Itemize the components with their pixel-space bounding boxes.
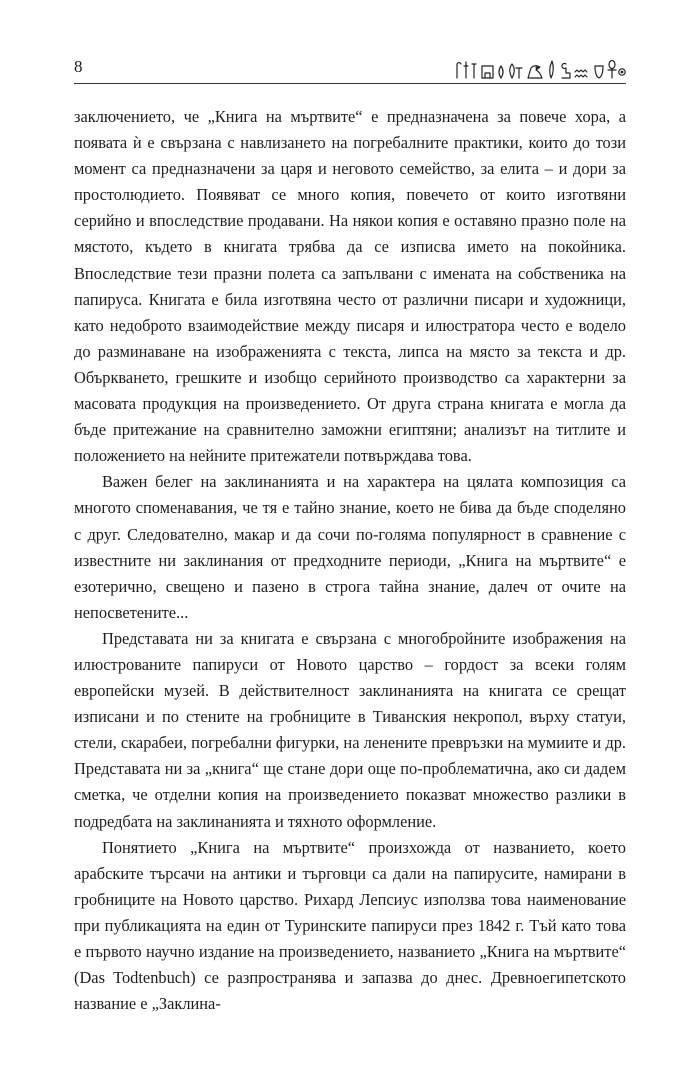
paragraph: Представата ни за книгата е свързана с многобройните изображения на илюстрованите папируси от Новото царство – гордост за всеки голям европейски музей. В действителност заклинанията на книгата се срещат изписани и по стените на гробниците в Тиванския некропол, върху статуи, стели, скарабеи, погребални фигурки, на ленените превръзки на мумиите и др. Представата ни за „книга“ ще стане дори още по-проблематична, ако си дадем сметка, че отделни копия на произведението показват множество разлики в подредбата на заклинанията и тяхното оформление. xyxy=(74,628,626,831)
page-number: 8 xyxy=(74,57,83,76)
paragraph: Важен белег на заклинанията и на характера на цялата композиция са многото споменавания, че тя е тайно знание, което не бива да бъде споделяно с друг. Следователно, макар и да сочи по-голяма популярност в сравнение с известните ни заклинания от предходните периоди, „Книга на мъртвите“ е езотерично, свещено и пазено в строга тайна знание, далеч от очите на непосветените... xyxy=(74,472,626,622)
paragraph: Понятието „Книга на мъртвите“ произхожда от названието, което арабските търсачи на антики и търговци са дали на папирусите, намирани в гробниците на Новото царство. Рихард Лепсиус използва това наименование при публикацията на един от Туринските папируси през 1842 г. Тъй като това е първото научно издание на произведението, названието „Книга на мъртвите“ (Das Todtenbuch) се разпространява и запазва до днес. Древноегипетското название е „Заклина- xyxy=(74,837,626,1014)
hieroglyph-strip-icon xyxy=(454,58,626,80)
header-rule xyxy=(74,83,626,84)
paragraph: заключението, че „Книга на мъртвите“ е предназначена за повече хора, а появата ѝ е свързана с навлизането на погребалните практики, които до този момент са предназначени за царя и неговото семейство, за елита – и дори за простолюдието. Появяват се много копия, повечето от които изготвяни серийно и впоследствие продавани. На някои копия е оставяно празно поле на мястото, където в книгата трябва да се изписва името на покойника. Впоследствие тези празни полета са запълвани с имената на собственика на папируса. Книгата е била изготвяна често от различни писари и художници, като недоброто взаимодействие между писаря и илюстратора често е водело до разминаване на изображенията с текста, липса на място за текста и др. Объркването, грешките и изобщо серийното производство са характерни за масовата продукция на произведението. От друга страна книгата е могла да бъде притежание на сравнително заможни египтяни; анализът на титлите и положението на нейните притежатели потвърждава това. xyxy=(74,107,626,466)
page-header xyxy=(74,56,626,82)
text-body xyxy=(74,104,626,1017)
